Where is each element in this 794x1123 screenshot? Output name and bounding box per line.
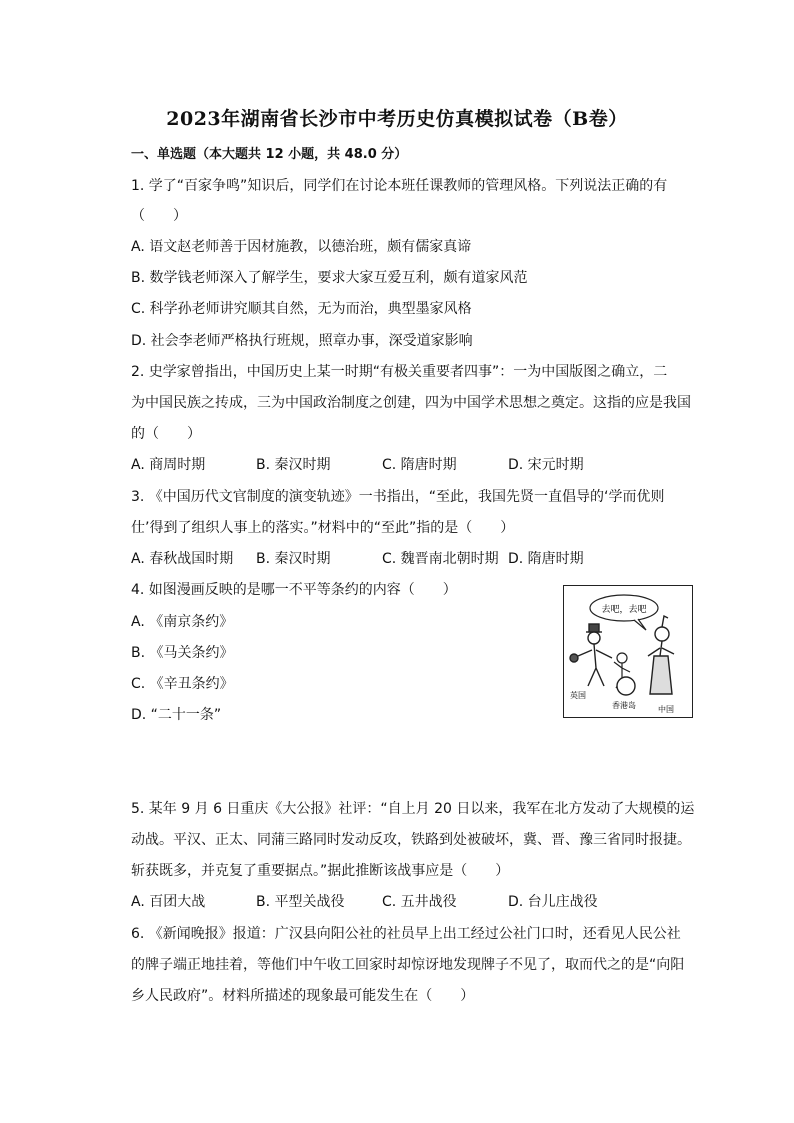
q3-stem-line: 3. 《中国历代文官制度的演变轨迹》一书指出，“至此，我国先贤一直倡导的‘学而优则 <box>131 489 665 505</box>
cartoon-drawing <box>564 586 694 719</box>
q2-stem-line: 2. 史学家曾指出，中国历史上某一时期“有极关重要者四事”：一为中国版图之确立，二 <box>131 364 668 380</box>
speech-bubble-tail <box>634 619 646 630</box>
q4-option-c: C. 《辛丑条约》 <box>131 676 234 692</box>
page-title: 2023年湖南省长沙市中考历史仿真模拟试卷（B卷） <box>166 108 628 130</box>
label-britain: 英国 <box>570 691 586 700</box>
q1-option-d: D. 社会李老师严格执行班规，照章办事，深受道家影响 <box>131 333 473 349</box>
q2-option-a: A. 商周时期 <box>131 457 206 473</box>
q5-option-a: A. 百团大战 <box>131 894 206 910</box>
q4-option-b: B. 《马关条约》 <box>131 645 234 661</box>
q3-option-d: D. 隋唐时期 <box>508 551 584 567</box>
q5-stem-line: 斩获既多，并克复了重要据点。”据此推断该战事应是（ ） <box>131 863 510 879</box>
q5-option-b: B. 平型关战役 <box>256 894 345 910</box>
q2-option-c: C. 隋唐时期 <box>382 457 457 473</box>
q6-stem-line: 的牌子端正地挂着，等他们中午收工回家时却惊讶地发现牌子不见了，取而代之的是“向阳 <box>131 957 685 973</box>
label-hong-kong-island: 香港岛 <box>612 701 636 710</box>
q5-stem-line: 动战。平汉、正太、同蒲三路同时发动反攻，铁路到处被破坏，冀、晋、豫三省同时报捷。 <box>131 832 691 848</box>
q3-option-c: C. 魏晋南北朝时期 <box>382 551 499 567</box>
bubble-text: 去吧，去吧 <box>601 605 647 615</box>
q1-option-b: B. 数学钱老师深入了解学生，要求大家互爱互利，颇有道家风范 <box>131 270 528 286</box>
q6-stem-line: 乡人民政府”。材料所描述的现象最可能发生在（ ） <box>131 988 475 1004</box>
q2-stem-line: 为中国民族之抟成，三为中国政治制度之创建，四为中国学术思想之奠定。这指的应是我国 <box>131 395 691 411</box>
q1-stem-line: （ ） <box>131 208 187 224</box>
q3-stem-line: 仕’得到了组织人事上的落实。”材料中的“至此”指的是（ ） <box>131 520 515 536</box>
q1-option-c: C. 科学孙老师讲究顺其自然，无为而治，典型墨家风格 <box>131 301 472 317</box>
q1-stem-line: 1. 学了“百家争鸣”知识后，同学们在讨论本班任课教师的管理风格。下列说法正确的有 <box>131 178 668 194</box>
british-figure <box>570 624 612 686</box>
q3-option-b: B. 秦汉时期 <box>256 551 331 567</box>
cartoon-figure <box>563 585 693 718</box>
q2-stem-line: 的（ ） <box>131 426 201 442</box>
q4-stem-line: 4. 如图漫画反映的是哪一不平等条约的内容（ ） <box>131 582 457 598</box>
q5-stem-line: 5. 某年 9 月 6 日重庆《大公报》社评：“自上月 20 日以来，我军在北方发动了大规模的运 <box>131 801 695 817</box>
q2-option-d: D. 宋元时期 <box>508 457 584 473</box>
label-china: 中国 <box>658 705 674 714</box>
ball-hong-kong <box>617 677 635 695</box>
section-heading: 一、单选题（本大题共 12 小题，共 48.0 分） <box>131 147 408 162</box>
q6-stem-line: 6. 《新闻晚报》报道：广汉县向阳公社的社员早上出工经过公社门口时，还看见人民公社 <box>131 926 681 942</box>
q3-option-a: A. 春秋战国时期 <box>131 551 234 567</box>
q5-option-d: D. 台儿庄战役 <box>508 894 598 910</box>
q1-option-a: A. 语文赵老师善于因材施教，以德治班，颇有儒家真谛 <box>131 239 472 255</box>
q5-option-c: C. 五井战役 <box>382 894 457 910</box>
q4-option-a: A. 《南京条约》 <box>131 614 234 630</box>
chinese-figure <box>648 616 674 694</box>
q4-option-d: D. “二十一条” <box>131 707 222 723</box>
q2-option-b: B. 秦汉时期 <box>256 457 331 473</box>
